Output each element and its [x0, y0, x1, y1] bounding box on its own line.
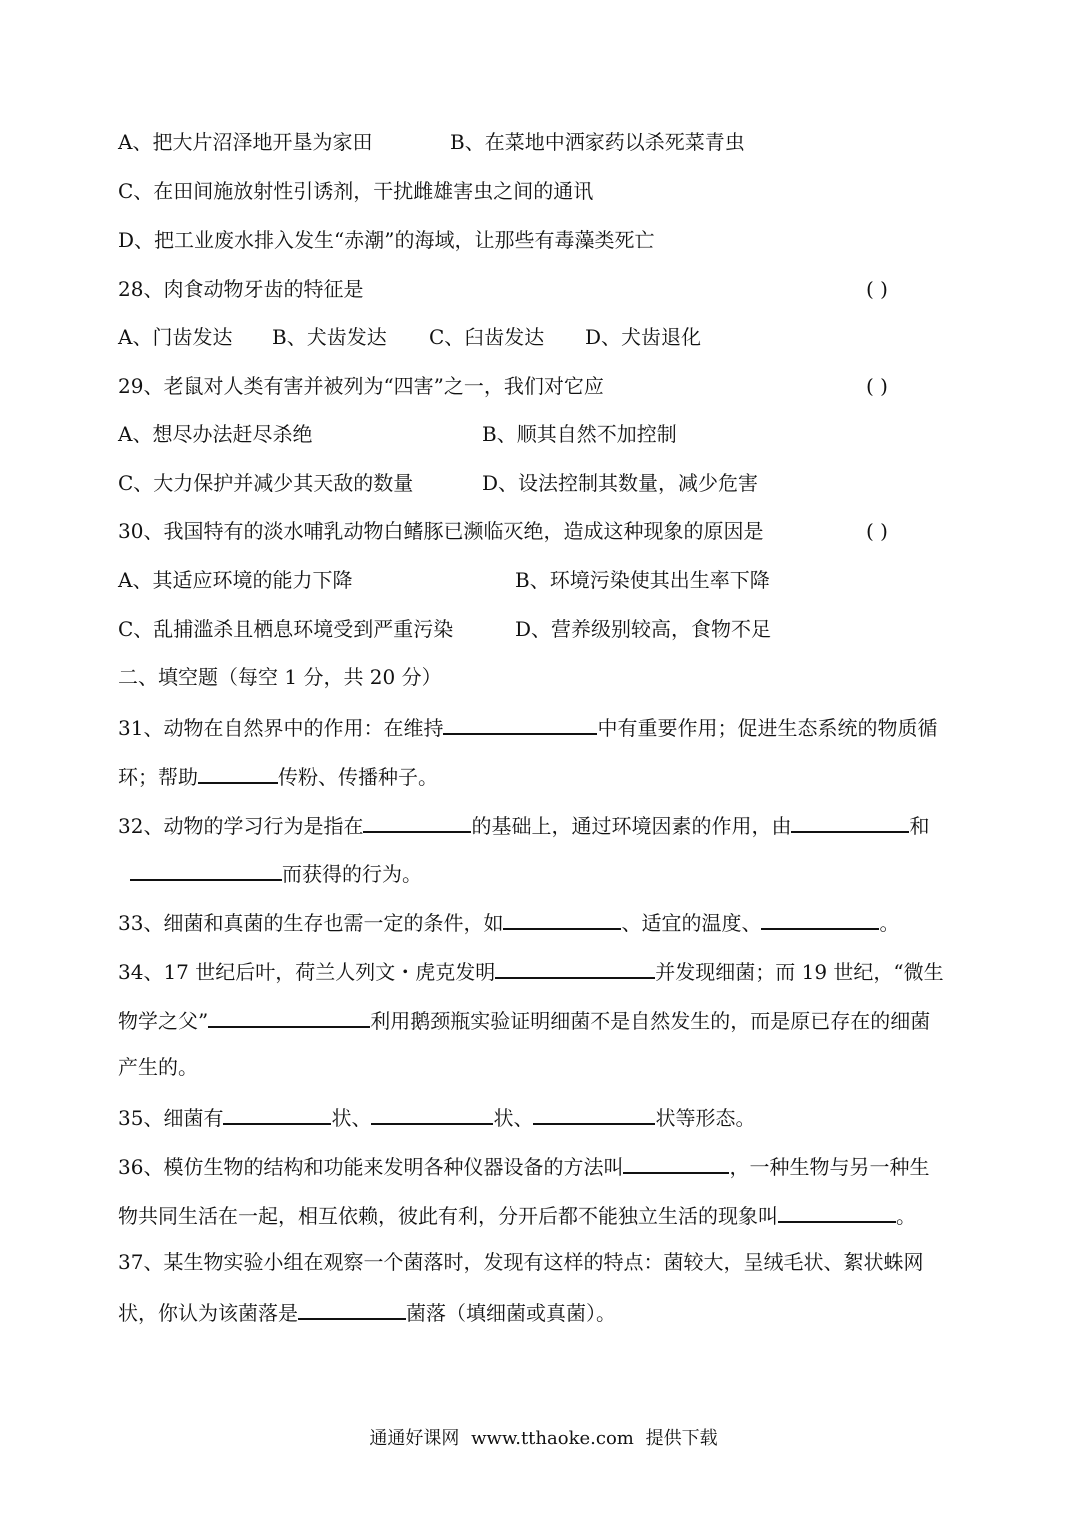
q36-line1 — [118, 1150, 929, 1180]
q33-blank-2[interactable] — [761, 906, 879, 930]
footer-note: 提供下载 — [645, 1428, 718, 1449]
q36-text-1: 36、模仿生物的结构和功能来发明各种仪器设备的方法叫 — [118, 1155, 624, 1179]
q34-line1 — [118, 955, 944, 985]
q30-option-a: A、其适应环境的能力下降 — [118, 568, 353, 592]
q34-text-1: 34、17 世纪后叶，荷兰人列文・虎克发明 — [118, 960, 496, 984]
q31-blank-1[interactable] — [443, 711, 597, 735]
q32-blank-3[interactable] — [130, 857, 282, 881]
q32-blank-1[interactable] — [363, 809, 471, 833]
q34-line2 — [118, 1004, 930, 1034]
q36-blank-1[interactable] — [623, 1150, 729, 1174]
q28-option-a: A、门齿发达 — [118, 325, 233, 349]
q37-line1: 37、某生物实验小组在观察一个菌落时，发现有这样的特点：菌较大，呈绒毛状、絮状蛛网 — [118, 1250, 924, 1274]
q31-text-2: 中有重要作用；促进生态系统的物质循 — [597, 716, 938, 740]
q37-line2 — [118, 1296, 616, 1326]
q33-line — [118, 906, 899, 936]
q33-text-1: 33、细菌和真菌的生存也需一定的条件，如 — [118, 911, 504, 935]
q34-text-3: 物学之父” — [118, 1009, 209, 1033]
q34-text-2: 并发现细菌；而 19 世纪，“微生 — [655, 960, 944, 984]
q28-answer-paren: ( ) — [866, 277, 888, 301]
q31-text-1: 31、动物在自然界中的作用：在维持 — [118, 716, 444, 740]
q29-options-row2 — [118, 468, 818, 498]
q33-text-3: 。 — [879, 911, 900, 935]
q31-text-4: 传粉、传播种子。 — [278, 765, 438, 789]
q30-options-row1 — [118, 565, 818, 595]
footer-site-name: 通通好课网 — [369, 1428, 460, 1449]
q36-text-3: 物共同生活在一起，相互依赖，彼此有利，分开后都不能独立生活的现象叫 — [118, 1204, 778, 1228]
q28-option-c: C、臼齿发达 — [429, 325, 545, 349]
q31-line1 — [118, 711, 937, 741]
section-heading: 二、填空题（每空 1 分，共 20 分） — [118, 665, 442, 689]
q29-stem: 29、老鼠对人类有害并被列为“四害”之一，我们对它应 — [118, 374, 604, 398]
q36-line2 — [118, 1199, 916, 1229]
q29-option-c: C、大力保护并减少其天敌的数量 — [118, 471, 414, 495]
q30-stem: 30、我国特有的淡水哺乳动物白鳍豚已濒临灭绝，造成这种现象的原因是 — [118, 519, 764, 543]
q28-option-b: B、犬齿发达 — [272, 325, 387, 349]
q36-text-2: ，一种生物与另一种生 — [729, 1155, 930, 1179]
q35-line — [118, 1101, 755, 1131]
q27-option-b: B、在菜地中洒家药以杀死菜青虫 — [450, 130, 745, 154]
q30-option-c: C、乱捕滥杀且栖息环境受到严重污染 — [118, 617, 454, 641]
q30-options-row2 — [118, 614, 818, 644]
q36-text-4: 。 — [896, 1204, 916, 1228]
q35-text-3: 状、 — [493, 1106, 534, 1130]
q29-option-b: B、顺其自然不加控制 — [482, 422, 677, 446]
footer-url[interactable]: www.tthaoke.com — [471, 1428, 634, 1449]
q32-text-4: 而获得的行为。 — [282, 862, 422, 886]
q31-blank-2[interactable] — [198, 760, 278, 784]
q35-text-2: 状、 — [331, 1106, 372, 1130]
q32-text-3: 和 — [909, 814, 930, 838]
page-footer — [0, 1425, 1087, 1453]
q35-blank-2[interactable] — [371, 1101, 493, 1125]
q32-text-1: 32、动物的学习行为是指在 — [118, 814, 364, 838]
q35-blank-3[interactable] — [533, 1101, 655, 1125]
q30-answer-paren: ( ) — [866, 519, 888, 543]
q34-blank-1[interactable] — [495, 955, 655, 979]
q27-option-a: A、把大片沼泽地开垦为家田 — [118, 130, 373, 154]
q32-line1 — [118, 809, 929, 839]
q31-text-3: 环；帮助 — [118, 765, 198, 789]
q36-blank-2[interactable] — [778, 1199, 896, 1223]
q29-option-a: A、想尽办法赶尽杀绝 — [118, 422, 313, 446]
q32-blank-2[interactable] — [791, 809, 909, 833]
q35-text-1: 35、细菌有 — [118, 1106, 224, 1130]
q30-option-d: D、营养级别较高，食物不足 — [515, 617, 772, 641]
q37-text-2: 状，你认为该菌落是 — [118, 1301, 298, 1325]
q34-line3: 产生的。 — [118, 1055, 198, 1079]
q27-option-c: C、在田间施放射性引诱剂，干扰雌雄害虫之间的通讯 — [118, 179, 594, 203]
q34-text-4: 利用鹅颈瓶实验证明细菌不是自然发生的，而是原已存在的细菌 — [370, 1009, 931, 1033]
q28-option-d: D、犬齿退化 — [585, 325, 702, 349]
q29-options-row1 — [118, 419, 818, 449]
q32-line2 — [130, 857, 422, 887]
q28-stem: 28、肉食动物牙齿的特征是 — [118, 277, 364, 301]
q32-text-2: 的基础上，通过环境因素的作用，由 — [471, 814, 792, 838]
q33-blank-1[interactable] — [503, 906, 621, 930]
q30-option-b: B、环境污染使其出生率下降 — [515, 568, 770, 592]
q29-answer-paren: ( ) — [866, 374, 888, 398]
q31-line2 — [118, 760, 438, 790]
q33-text-2: 、适宜的温度、 — [621, 911, 762, 935]
q34-blank-2[interactable] — [208, 1004, 370, 1028]
q35-blank-1[interactable] — [223, 1101, 331, 1125]
q27-option-d: D、把工业废水排入发生“赤潮”的海域，让那些有毒藻类死亡 — [118, 228, 655, 252]
q37-blank-1[interactable] — [298, 1296, 406, 1320]
q37-text-3: 菌落（填细菌或真菌）。 — [406, 1301, 616, 1325]
q29-option-d: D、设法控制其数量，减少危害 — [482, 471, 759, 495]
q35-text-4: 状等形态。 — [655, 1106, 756, 1130]
q28-options — [118, 322, 818, 352]
